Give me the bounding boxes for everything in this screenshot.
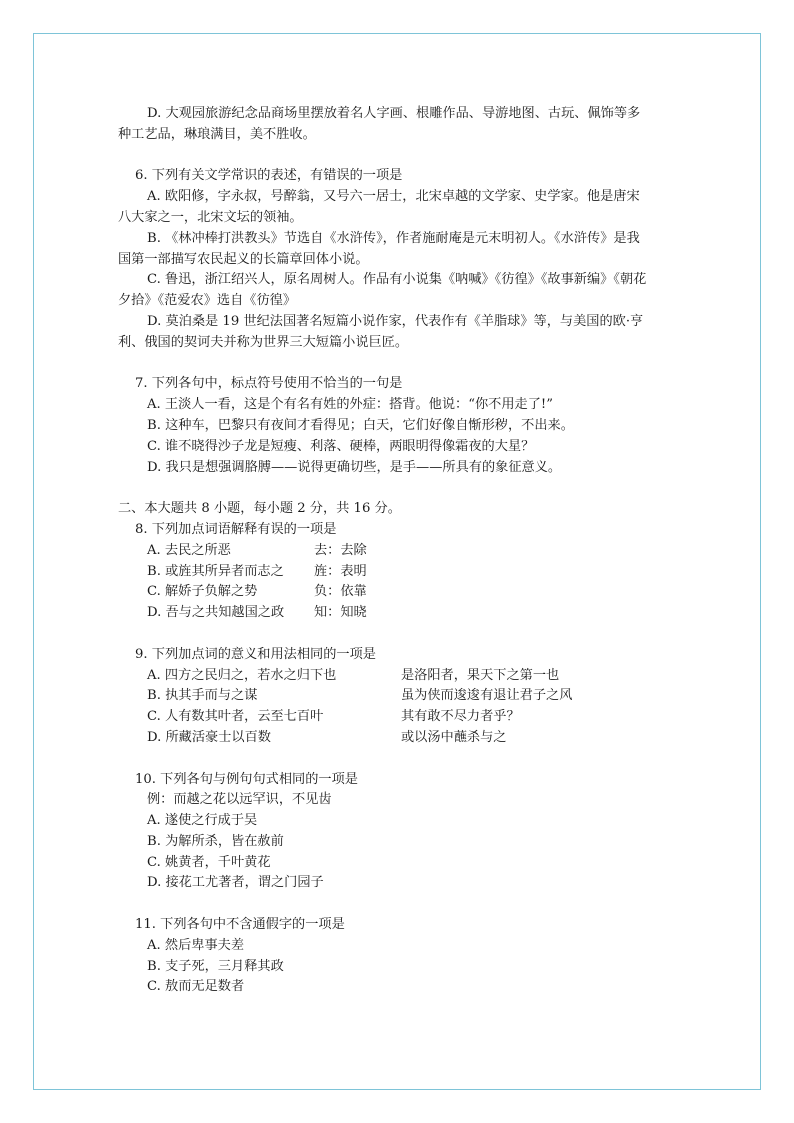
q9-option-b [118, 686, 678, 707]
q9-option-c-left: C. 人有数其叶者，云至七百叶 [147, 709, 324, 725]
question-8-stem: 8. 下列加点词语解释有误的一项是 [135, 521, 337, 537]
q8-option-c-gloss: 负：依靠 [314, 584, 367, 600]
q6-option-b-line1: B. 《林冲棒打洪教头》节选自《水浒传》，作者施耐庵是元末明初人。《水浒传》是我 [147, 230, 640, 246]
question-7-stem: 7. 下列各句中，标点符号使用不恰当的一句是 [135, 376, 403, 392]
q8-option-b-gloss: 旌：表明 [314, 563, 367, 579]
q10-option-d: D. 接花工尤著者，谓之门园子 [147, 875, 324, 891]
q10-option-a: A. 遂使之行成于吴 [147, 813, 258, 829]
question-10-stem: 10. 下列各句与例句句式相同的一项是 [135, 771, 358, 787]
document-body [118, 104, 678, 998]
q8-option-b-sentence: B. 或旌其所异者而志之 [147, 563, 284, 579]
q8-option-a [118, 541, 678, 562]
q11-option-b: B. 支子死，三月释其政 [147, 958, 284, 974]
q8-option-d [118, 603, 678, 624]
question-9-stem: 9. 下列加点词的意义和用法相同的一项是 [135, 646, 376, 662]
q11-option-a: A. 然后卑事夫差 [147, 937, 245, 953]
q6-option-a-line2: 八大家之一，北宋文坛的领袖。 [118, 209, 303, 225]
q9-option-d-left: D. 所藏活豪士以百数 [147, 729, 271, 745]
q7-option-b: B. 这种车，巴黎只有夜间才看得见；白天，它们好像自惭形秽，不出来。 [147, 417, 574, 433]
q7-option-d: D. 我只是想强调胳膊——说得更确切些，是手——所具有的象征意义。 [147, 459, 562, 475]
q9-option-a-left: A. 四方之民归之，若水之归下也 [147, 667, 337, 683]
q6-option-d-line1: D. 莫泊桑是 19 世纪法国著名短篇小说作家，代表作有《羊脂球》等，与美国的欧·亨 [147, 313, 644, 329]
q9-option-a-right: 是洛阳者，果天下之第一也 [401, 667, 560, 683]
q9-option-d [118, 728, 678, 749]
q8-option-b [118, 562, 678, 583]
section-2-heading: 二、本大题共 8 小题，每小题 2 分，共 16 分。 [118, 501, 401, 517]
q9-option-b-left: B. 执其手而与之谋 [147, 688, 258, 704]
q8-option-c [118, 582, 678, 603]
q6-option-b-line2: 国第一部描写农民起义的长篇章回体小说。 [118, 251, 369, 267]
q9-option-d-right: 或以汤中蘸杀与之 [401, 729, 507, 745]
q11-option-c: C. 敖而无足数者 [147, 979, 245, 995]
question-11-stem: 11. 下列各句中不含通假字的一项是 [135, 917, 345, 933]
q6-option-a-line1: A. 欧阳修，字永叔，号醉翁，又号六一居士，北宋卓越的文学家、史学家。他是唐宋 [147, 189, 640, 205]
q8-option-a-gloss: 去：去除 [314, 542, 367, 558]
q8-option-d-sentence: D. 吾与之共知越国之政 [147, 605, 285, 621]
q9-option-c-right: 其有敢不尽力者乎？ [401, 709, 520, 725]
q5-option-d-line2: 种工艺品，琳琅满目，美不胜收。 [118, 126, 316, 142]
q10-option-c: C. 姚黄者，千叶黄花 [147, 854, 271, 870]
q9-option-a [118, 666, 678, 687]
q6-option-c-line2: 夕拾》《范爱农》选自《彷徨》 [118, 293, 297, 309]
q9-option-c [118, 707, 678, 728]
q8-option-c-sentence: C. 解娇子负解之势 [147, 584, 258, 600]
q9-option-b-right: 虽为侠而逡逡有退让君子之风 [401, 688, 573, 704]
q8-option-d-gloss: 知：知晓 [314, 605, 367, 621]
q10-option-b: B. 为解所杀，皆在赦前 [147, 833, 284, 849]
q7-option-a: A. 王淡人一看，这是个有名有姓的外症：搭背。他说：“你不用走了!” [147, 397, 553, 413]
q8-option-a-sentence: A. 去民之所恶 [147, 542, 231, 558]
q7-option-c: C. 谁不晓得沙子龙是短瘦、利落、硬棒，两眼明得像霜夜的大星？ [147, 438, 535, 454]
q6-option-d-line2: 利、俄国的契诃夫并称为世界三大短篇小说巨匠。 [118, 334, 409, 350]
q5-option-d-line1: D. 大观园旅游纪念品商场里摆放着名人字画、根雕作品、导游地图、古玩、佩饰等多 [147, 106, 641, 121]
question-6-stem: 6. 下列有关文学常识的表述，有错误的一项是 [135, 168, 403, 184]
q6-option-c-line1: C. 鲁迅，浙江绍兴人，原名周树人。作品有小说集《呐喊》《彷徨》《故事新编》《朝花 [147, 272, 647, 288]
q10-example: 例：而越之花以远罕识，不见齿 [147, 792, 332, 808]
